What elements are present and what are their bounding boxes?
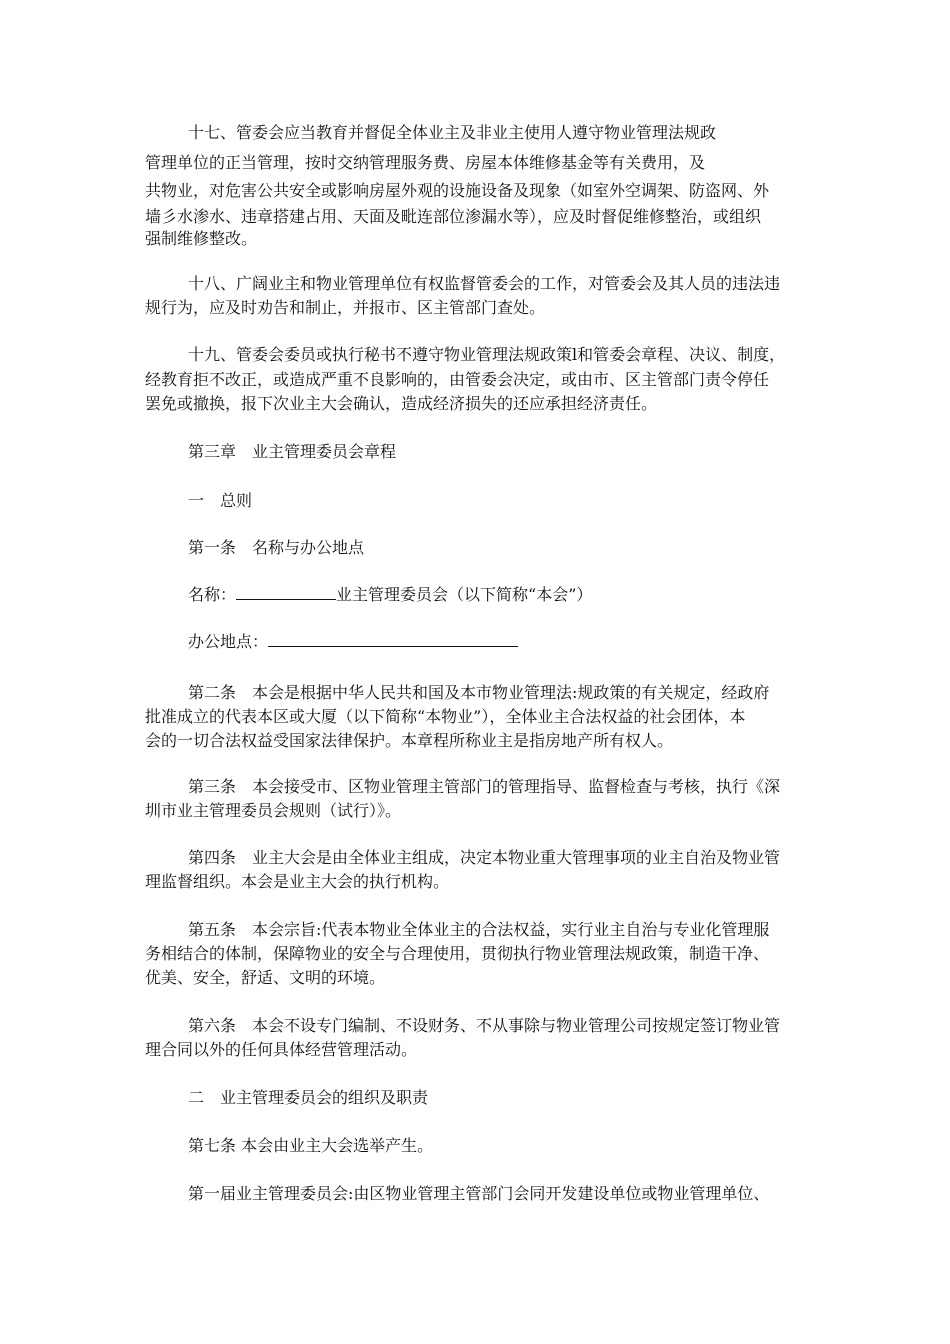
name-line xyxy=(188,585,592,605)
section-heading-general: 一 总则 xyxy=(188,491,253,510)
paragraph-17-line-5: 强制维修整改。 xyxy=(145,229,258,248)
office-label: 办公地点： xyxy=(188,632,269,651)
article-2-line-2: 批准成立的代表本区或大厦（以下简称“本物业”），全体业主合法权益的社会团体，本 xyxy=(145,707,746,726)
name-suffix: 业主管理委员会（以下简称“本会”） xyxy=(336,585,593,604)
article-4-line-2: 理监督组织。本会是业主大会的执行机构。 xyxy=(145,872,450,891)
article-3-line-2: 圳市业主管理委员会规则（试行）》。 xyxy=(145,801,402,820)
article-4-line-1: 第四条 业主大会是由全体业主组成，决定本物业重大管理事项的业主自治及物业管 xyxy=(188,848,781,867)
section-heading-organization: 二 业主管理委员会的组织及职责 xyxy=(188,1088,429,1107)
paragraph-17-line-2: 管理单位的正当管理，按时交纳管理服务费、房屋本体维修基金等有关费用，及 xyxy=(145,153,706,172)
article-5-line-1: 第五条 本会宗旨:代表本物业全体业主的合法权益，实行业主自治与专业化管理服 xyxy=(188,920,770,939)
paragraph-19-line-1: 十九、管委会委员或执行秘书不遵守物业管理法规政策l和管委会章程、决议、制度， xyxy=(188,345,786,364)
paragraph-17-line-3: 共物业，对危害公共安全或影响房屋外观的设施设备及现象（如室外空调架、防盗网、外 xyxy=(145,181,770,200)
name-blank xyxy=(236,585,336,600)
name-label: 名称： xyxy=(188,585,237,604)
article-3-line-1: 第三条 本会接受市、区物业管理主管部门的管理指导、监督检查与考核，执行《深 xyxy=(188,777,781,796)
article-2-line-3: 会的一切合法权益受国家法律保护。本章程所称业主是指房地产所有权人。 xyxy=(145,731,674,750)
article-6-line-2: 理合同以外的任何具体经营管理活动。 xyxy=(145,1040,418,1059)
first-committee-line: 第一届业主管理委员会:由区物业管理主管部门会同开发建设单位或物业管理单位、 xyxy=(188,1184,770,1203)
paragraph-18-line-1: 十八、广阔业主和物业管理单位有权监督管委会的工作，对管委会及其人员的违法违 xyxy=(188,274,781,293)
paragraph-17-line-1: 十七、管委会应当教育并督促全体业主及非业主使用人遵守物业管理法规政 xyxy=(188,123,717,142)
paragraph-19-line-3: 罢免或撤换，报下次业主大会确认，造成经济损失的还应承担经济责任。 xyxy=(145,394,658,413)
article-7-heading: 第七条 本会由业主大会选举产生。 xyxy=(188,1136,434,1155)
article-5-line-3: 优美、安全，舒适、文明的环境。 xyxy=(145,968,386,987)
chapter-heading: 第三章 业主管理委员会章程 xyxy=(188,442,397,461)
article-2-line-1: 第二条 本会是根据中华人民共和国及本市物业管理法:规政策的有关规定，经政府 xyxy=(188,683,770,702)
office-blank xyxy=(268,632,518,647)
paragraph-18-line-2: 规行为，应及时劝告和制止，并报市、区主管部门查处。 xyxy=(145,298,546,317)
paragraph-19-line-2: 经教育拒不改正，或造成严重不良影响的，由管委会决定，或由市、区主管部门责令停任 xyxy=(145,370,770,389)
article-6-line-1: 第六条 本会不设专门编制、不设财务、不从事除与物业管理公司按规定签订物业管 xyxy=(188,1016,781,1035)
office-line xyxy=(188,632,518,652)
article-1-heading: 第一条 名称与办公地点 xyxy=(188,538,365,557)
article-5-line-2: 务相结合的体制，保障物业的安全与合理使用，贯彻执行物业管理法规政策，制造干净、 xyxy=(145,944,770,963)
paragraph-17-line-4: 墙彡水渗水、违章搭建占用、天面及毗连部位渗漏水等），应及时督促维修整治，或组织 xyxy=(145,207,762,226)
